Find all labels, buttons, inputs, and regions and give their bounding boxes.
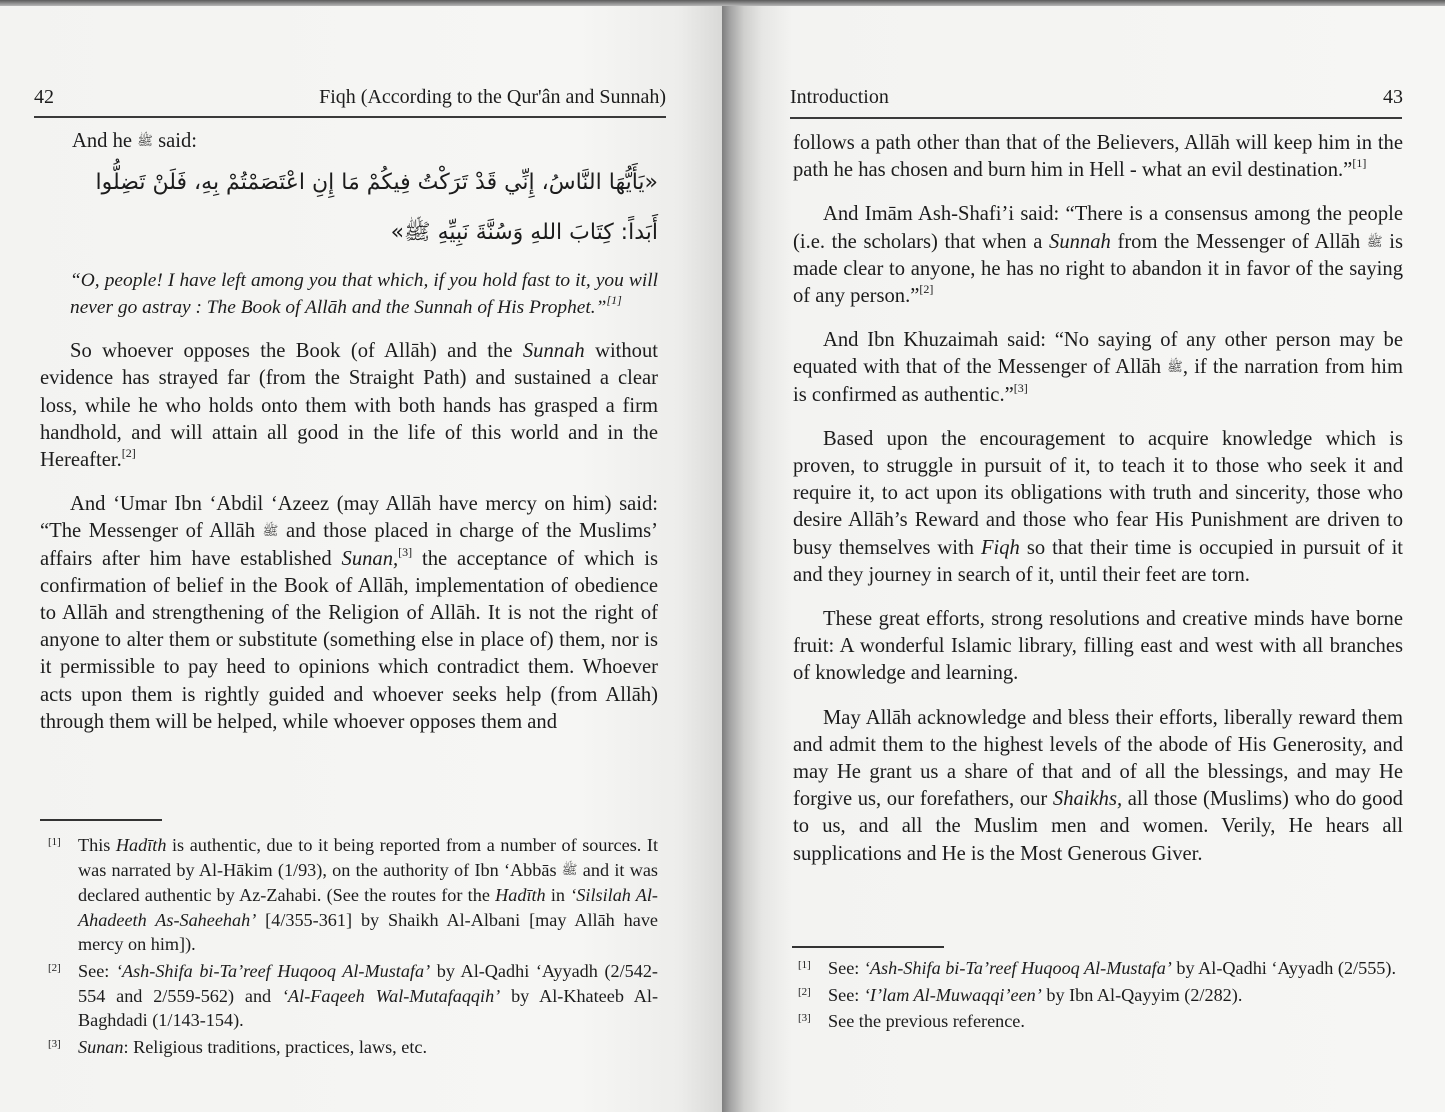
paragraph (793, 327, 1403, 409)
fn-text: [4/355-361] by Shaikh Al-Albani [may Allāh have mercy on him]). (78, 909, 658, 955)
intro-line (40, 128, 658, 155)
header-rule-right (790, 117, 1402, 119)
fn-text: This (78, 835, 116, 855)
para-text: the acceptance of which is confirmation of belief in the Book of Allāh, implementation of obedience to Allāh and strengthening of the Religion of Allāh. It is not the right of anyone to alter them or substitute (something else in place of) them, nor is it permissible to pay heed to opinions which contradict them. Whoever acts upon them is rightly guided and whoever seeks help (from Allāh) through them will be helped, while whoever opposes them and (40, 547, 658, 733)
footnote-mark: [1] (48, 836, 61, 848)
para-text: And Imām Ash-Shafi’i said: “There is a consensus among the people (i.e. the scholars) that when a (793, 203, 1403, 253)
footnote-mark: [1] (798, 959, 811, 971)
para-text: all those (Muslims) who do good to us, and all the Muslim men and women. Verily, He hears all supplications and He is the Most Generous Giver. (793, 788, 1403, 865)
fn-term: Hadīth (495, 885, 546, 906)
para-text: follows a path other than that of the Believers, Allāh will keep him in the path he has chosen and burn him in Hell - what an evil destination.” (793, 132, 1403, 182)
fn-text: by Al-Qadhi ‘Ayyadh (2/542-554 and 2/559-562) and (78, 960, 658, 1006)
para-text: , if the narration from him is confirmed as authentic.” (793, 356, 1403, 406)
right-page (722, 0, 1445, 1112)
intro-text: And he (72, 130, 138, 152)
footnote-ref[interactable]: [3] (398, 544, 413, 559)
footnotes-left (48, 833, 658, 1061)
fn-book-title: ‘Ash-Shifa bi-Ta’reef Huqooq Al-Mustafa’ (863, 958, 1172, 978)
fn-text: See: (828, 984, 864, 1005)
hadith-translation (40, 267, 658, 321)
footnote-2 (798, 983, 1404, 1008)
footnote-1 (48, 833, 658, 957)
honorific-icon: ﷺ (262, 524, 279, 540)
para-term: Fiqh (980, 536, 1020, 559)
arabic-hadith-line-2: أَبَداً: كِتَابَ اللهِ وَسُنَّةَ نَبِيِّهِ ﷺ» (390, 220, 658, 246)
footnote-ref[interactable]: [3] (1013, 380, 1028, 395)
fn-book-title: ‘I’lam Al-Muwaqqi’een’ (863, 984, 1042, 1005)
running-title-left: Fiqh (According to the Qur'ân and Sunnah) (319, 86, 666, 108)
footnote-mark: [2] (48, 961, 61, 974)
left-page (0, 0, 722, 1112)
left-body (40, 128, 658, 753)
footnote-ref[interactable]: [2] (121, 446, 136, 461)
footnote-mark: [3] (798, 1012, 811, 1025)
footnote-ref[interactable]: [2] (919, 282, 934, 297)
footnote-ref[interactable]: [1] (606, 293, 622, 308)
fn-text: by Ibn Al-Qayyim (2/282). (1041, 984, 1243, 1005)
footnotes-right (798, 956, 1404, 1036)
fn-text: See: (828, 958, 864, 978)
quote-text: “O, people! I have left among you that which, if you hold fast to it, you will never go astray : The Book of Allāh and the Sunnah of His Prophet.” (70, 270, 658, 319)
fn-term: Hadīth (115, 835, 167, 855)
para-text: And ‘Umar Ibn ‘Abdil ‘Azeez (may Allāh have mercy on him) said: “The Messenger of Allāh (40, 493, 658, 543)
paragraph (793, 705, 1403, 868)
fn-text: See the previous reference. (828, 1011, 1025, 1032)
para-text: without evidence has strayed far (from the Straight Path) and sustained a clear loss, while he who holds onto them with both hands has grasped a firm handhold, and will attain all good in the life of this world and in the Hereafter. (40, 340, 658, 472)
footnote-3 (798, 1009, 1404, 1034)
paragraph (40, 491, 658, 736)
para-text: from the Messenger of Allāh (1110, 230, 1367, 253)
fn-book-title: ‘Silsilah Al-Ahadeeth As-Saheehah’ (78, 885, 658, 930)
arabic-hadith-line-1: «يَأَيُّهَا النَّاسُ، إِنِّي قَدْ تَرَكْتُ فِيكُمْ مَا إِنِ اعْتَصَمْتُمْ بِهِ، فَلَنْ تَضِلُّوا (95, 170, 658, 196)
paragraph (793, 426, 1403, 589)
para-text: Based upon the encouragement to acquire knowledge which is proven, to struggle in pursuit of it, to teach it to those who seek it and require it, to act upon its obligations with truth and sincerity, those who desire Allāh’s Reward and those who fear His Punishment are driven to busy themselves with (793, 427, 1403, 559)
page-top-edge (0, 0, 722, 6)
footnote-mark: [2] (798, 985, 811, 998)
fn-text: and it was declared authentic by Az-Zahabi. (See the routes for the (78, 859, 658, 906)
para-text: and those placed in charge of the Muslims’ affairs after him have established (40, 520, 658, 570)
honorific-icon: ﷺ (561, 862, 578, 878)
fn-term: Sunan (78, 1036, 124, 1057)
fn-text: by Al-Khateeb Al-Baghdadi (1/143-154). (78, 985, 658, 1031)
honorific-icon: ﷺ (137, 134, 153, 149)
page-number-right: 43 (1383, 86, 1403, 108)
footnote-3 (48, 1035, 658, 1060)
paragraph (40, 338, 658, 474)
footnote-mark: [3] (48, 1037, 61, 1050)
page-top-edge (722, 0, 1445, 6)
footnote-rule-left (40, 819, 162, 821)
footnote-1 (798, 956, 1404, 981)
footnote-ref[interactable]: [1] (1352, 156, 1367, 171)
para-term: Sunnah (1049, 230, 1111, 253)
paragraph (793, 201, 1403, 310)
fn-book-title: ‘Ash-Shifa bi-Ta’reef Huqooq Al-Mustafa’ (115, 960, 431, 981)
fn-text: is authentic, due to it being reported from a number of sources. It was narrated by Al-Hākim (1/93), on the authority of Ibn ‘Abbās (78, 835, 658, 880)
para-text: is made clear to anyone, he has no right to abandon it in favor of the saying of any person.” (793, 230, 1403, 308)
honorific-icon: ﷺ (1366, 234, 1383, 250)
paragraph (793, 130, 1403, 184)
paragraph: These great efforts, strong resolutions and creative minds have borne fruit: A wonderful Islamic library, filling east and west with all branches of knowledge and learning. (793, 608, 1403, 685)
footnote-rule-right (792, 946, 944, 948)
fn-text: in (545, 885, 571, 906)
para-text: So whoever opposes the Book (of Allāh) and the (70, 340, 523, 363)
right-body (793, 130, 1403, 885)
fn-text: : Religious traditions, practices, laws, etc. (123, 1036, 428, 1057)
para-text: And Ibn Khuzaimah said: “No saying of any other person may be equated with that of the Messenger of Allāh (793, 329, 1403, 379)
para-term: Sunnah (522, 340, 585, 363)
fn-text: by Al-Qadhi ‘Ayyadh (2/555). (1171, 958, 1396, 978)
page-number-left: 42 (34, 86, 54, 108)
fn-text: See: (78, 960, 116, 981)
running-title-right: Introduction (790, 86, 889, 108)
para-term: Sunan, (341, 547, 399, 570)
honorific-icon: ﷺ (1167, 360, 1183, 376)
intro-text-end: said: (152, 130, 197, 152)
para-text: May Allāh acknowledge and bless their efforts, liberally reward them and admit them to the highest levels of the abode of His Generosity, and may He grant us a share of that and of all the blessings, and may He forgive us, our forefathers, our (793, 706, 1403, 811)
para-text: so that their time is occupied in pursuit of it and they journey in search of it, until their feet are torn. (793, 536, 1404, 586)
header-rule-left (34, 116, 666, 118)
para-term: Shaikhs, (1052, 788, 1123, 811)
footnote-2 (48, 959, 658, 1033)
fn-book-title: ‘Al-Faqeeh Wal-Mutafaqqih’ (281, 985, 501, 1006)
